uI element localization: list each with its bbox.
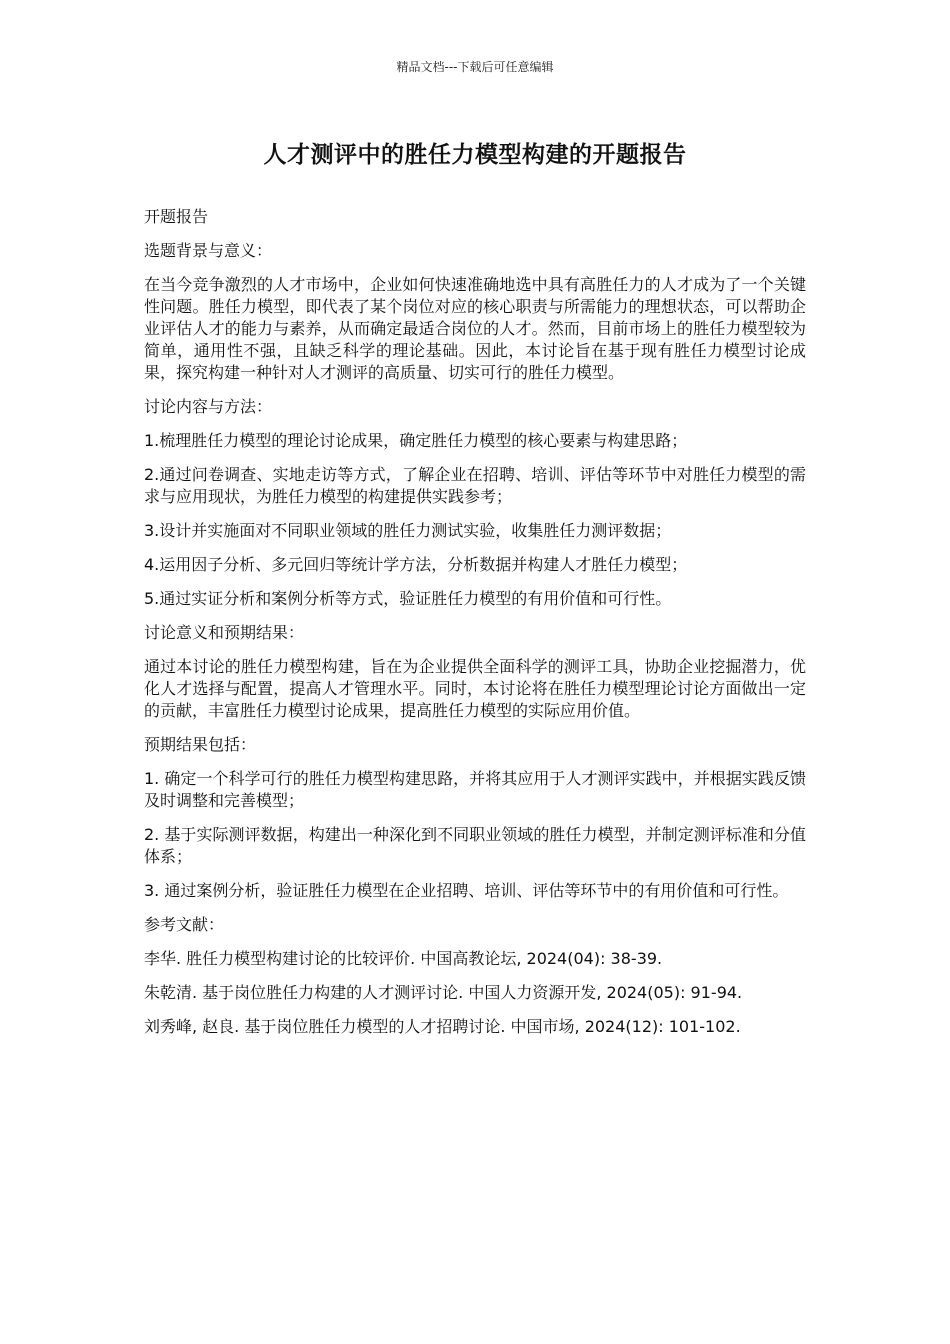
expected-item-1: 1. 确定一个科学可行的胜任力模型构建思路，并将其应用于人才测评实践中，并根据实践反馈及时调整和完善模型； <box>144 769 806 810</box>
report-label: 开题报告 <box>144 207 209 226</box>
background-paragraph: 在当今竞争激烈的人才市场中，企业如何快速准确地选中具有高胜任力的人才成为了一个关键性问题。胜任力模型，即代表了某个岗位对应的核心职责与所需能力的理想状态，可以帮助企业评估人才的能力与素养，从而确定最适合岗位的人才。然而，目前市场上的胜任力模型较为简单，通用性不强，且缺乏科学的理论基础。因此，本讨论旨在基于现有胜任力模型讨论成果，探究构建一种针对人才测评的高质量、切实可行的胜任力模型。 <box>144 275 806 382</box>
content-heading: 讨论内容与方法： <box>144 397 273 416</box>
document-title: 人才测评中的胜任力模型构建的开题报告 <box>263 142 687 168</box>
expected-item-3: 3. 通过案例分析，验证胜任力模型在企业招聘、培训、评估等环节中的有用价值和可行性。 <box>144 881 789 900</box>
page-header: 精品文档---下载后可任意编辑 <box>396 60 554 74</box>
expected-heading: 预期结果包括： <box>144 735 257 754</box>
document-body <box>144 206 806 1050</box>
content-item-5: 5.通过实证分析和案例分析等方式，验证胜任力模型的有用价值和可行性。 <box>144 589 672 608</box>
reference-list <box>144 948 806 1038</box>
content-item-2: 2.通过问卷调查、实地走访等方式，了解企业在招聘、培训、评估等环节中对胜任力模型的需求与应用现状，为胜任力模型的构建提供实践参考； <box>144 465 806 506</box>
content-item-1: 1.梳理胜任力模型的理论讨论成果，确定胜任力模型的核心要素与构建思路； <box>144 431 688 450</box>
content-item-4: 4.运用因子分析、多元回归等统计学方法，分析数据并构建人才胜任力模型； <box>144 555 688 574</box>
background-heading: 选题背景与意义： <box>144 241 273 260</box>
significance-heading: 讨论意义和预期结果： <box>144 623 305 642</box>
reference-item-2: 朱乾清. 基于岗位胜任力构建的人才测评讨论. 中国人力资源开发, 2024(05): 91-94. <box>144 983 743 1002</box>
reference-item-3: 刘秀峰, 赵良. 基于岗位胜任力模型的人才招聘讨论. 中国市场, 2024(12): 101-102. <box>144 1017 741 1036</box>
references-heading: 参考文献： <box>144 915 225 934</box>
significance-paragraph: 通过本讨论的胜任力模型构建，旨在为企业提供全面科学的测评工具，协助企业挖掘潜力，优化人才选择与配置，提高人才管理水平。同时，本讨论将在胜任力模型理论讨论方面做出一定的贡献，丰富胜任力模型讨论成果，提高胜任力模型的实际应用价值。 <box>144 657 806 720</box>
reference-item-1: 李华. 胜任力模型构建讨论的比较评价. 中国高教论坛, 2024(04): 38-39. <box>144 949 663 968</box>
expected-item-2: 2. 基于实际测评数据，构建出一种深化到不同职业领域的胜任力模型，并制定测评标准和分值体系； <box>144 825 806 866</box>
content-item-3: 3.设计并实施面对不同职业领域的胜任力测试实验，收集胜任力测评数据； <box>144 521 672 540</box>
